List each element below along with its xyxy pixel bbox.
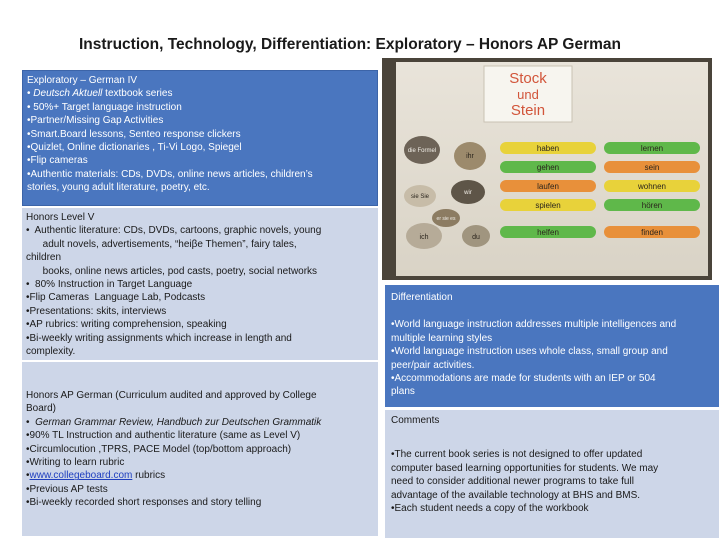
level5-line: •Presentations: skits, interviews (26, 305, 167, 317)
word-stick-label: laufen (537, 182, 559, 191)
word-stick-label: haben (536, 144, 560, 153)
exploratory-bullet-7: •Authentic materials: CDs, DVDs, online news articles, children’s (27, 168, 313, 180)
stone-label: ihr (466, 153, 474, 160)
comments-heading: Comments (391, 415, 440, 426)
collegeboard-link[interactable]: www.collegeboard.com (29, 470, 133, 482)
word-stick-label: helfen (537, 228, 559, 237)
stone-label: er sie es (436, 216, 456, 222)
comments-line: need to consider additional newer programs to take full (391, 476, 634, 488)
word-stick-label: lernen (640, 144, 664, 153)
differentiation-line: •Accommodations are made for students with an IEP or 504 (391, 373, 656, 385)
level5-box (22, 208, 378, 360)
honors-bullet-7: •Bi-weekly recorded short responses and story telling (26, 497, 262, 509)
stone-label: wir (464, 190, 472, 196)
page-title: Instruction, Technology, Differentiation: Exploratory – Honors AP German (79, 36, 621, 53)
word-stick-label: hören (641, 201, 663, 210)
exploratory-heading: Exploratory – German IV (27, 75, 138, 86)
honors-heading: Honors AP German (Curriculum audited and approved by College (26, 390, 317, 401)
honors-bullet-6: •Previous AP tests (26, 483, 108, 495)
word-stick-label: sein (644, 163, 660, 172)
exploratory-box (22, 70, 378, 206)
comments-box (385, 410, 719, 538)
exploratory-bullet-6: •Flip cameras (27, 155, 88, 167)
stone-label: ich (419, 234, 429, 241)
differentiation-line: multiple learning styles (391, 332, 493, 344)
comments-line: computer based learning opportunities for students. We may (391, 462, 659, 474)
differentiation-line: •World language instruction uses whole class, small group and (391, 346, 668, 358)
word-stick-label: spielen (535, 201, 561, 210)
honors-bullet-2: •90% TL Instruction and authentic literature (same as Level V) (26, 430, 301, 442)
level5-heading: Honors Level V (26, 212, 95, 223)
differentiation-heading: Differentiation (391, 292, 453, 303)
honors-bullet-3: •Circumlocution ,TPRS, PACE Model (top/bottom approach) (26, 443, 292, 455)
level5-line: •AP rubrics: writing comprehension, speaking (26, 319, 227, 331)
exploratory-bullet-1: • Deutsch Aktuell textbook series (27, 88, 173, 100)
exploratory-bullet-2: • 50%+ Target language instruction (27, 101, 182, 113)
stone-label: sie Sie (410, 194, 430, 200)
stone-label: du (472, 234, 480, 241)
word-stick-label: finden (641, 228, 663, 237)
photo-illustration (382, 58, 712, 280)
sign-word-2: und (517, 87, 539, 102)
differentiation-line: •World language instruction addresses multiple intelligences and (391, 319, 677, 331)
exploratory-bullet-3: •Partner/Missing Gap Activities (27, 115, 164, 127)
level5-line: children (26, 252, 62, 264)
differentiation-box (385, 285, 719, 407)
level5-line: • Authentic literature: CDs, DVDs, cartoons, graphic novels, young (26, 225, 322, 237)
honors-bullet-4: •Writing to learn rubric (26, 457, 125, 469)
exploratory-bullet-5: •Quizlet, Online dictionaries , Ti-Vi Logo, Spiegel (27, 142, 242, 154)
sign-word-1: Stock (509, 70, 547, 87)
exploratory-bullet-7-cont: stories, young adult literature, poetry, etc. (27, 182, 210, 194)
honors-ap-box (22, 362, 378, 536)
level5-line: complexity. (26, 346, 76, 358)
honors-bullet-1: • German Grammar Review, Handbuch zur Deutschen Grammatik (26, 416, 322, 428)
level5-line: adult novels, advertisements, “heiβe Themen”, fairy tales, (26, 238, 297, 250)
comments-line: •The current book series is not designed to offer updated (391, 449, 643, 461)
classroom-photo (382, 58, 712, 280)
grammar-book-title: German Grammar Review, Handbuch zur Deutschen Grammatik (35, 416, 322, 428)
differentiation-line: peer/pair activities. (391, 359, 475, 371)
level5-line: • 80% Instruction in Target Language (26, 279, 193, 291)
sign-word-3: Stein (510, 102, 546, 119)
comments-line: •Each student needs a copy of the workbook (391, 503, 589, 515)
honors-heading-cont: Board) (26, 403, 57, 415)
textbook-title: Deutsch Aktuell (33, 88, 103, 100)
differentiation-line: plans (391, 386, 415, 398)
level5-line: books, online news articles, pod casts, poetry, social networks (26, 265, 318, 277)
honors-bullet-5: •www.collegeboard.com rubrics (26, 470, 166, 482)
word-stick-label: wohnen (637, 182, 667, 191)
stone-label: die Formel (407, 148, 437, 154)
comments-line: advantage of the available technology at BHS and BMS. (391, 489, 641, 501)
word-stick-label: gehen (536, 163, 560, 172)
exploratory-bullet-4: •Smart.Board lessons, Senteo response clickers (27, 128, 241, 140)
level5-line: •Bi-weekly writing assignments which increase in length and (26, 332, 292, 344)
level5-line: •Flip Cameras Language Lab, Podcasts (26, 292, 206, 304)
